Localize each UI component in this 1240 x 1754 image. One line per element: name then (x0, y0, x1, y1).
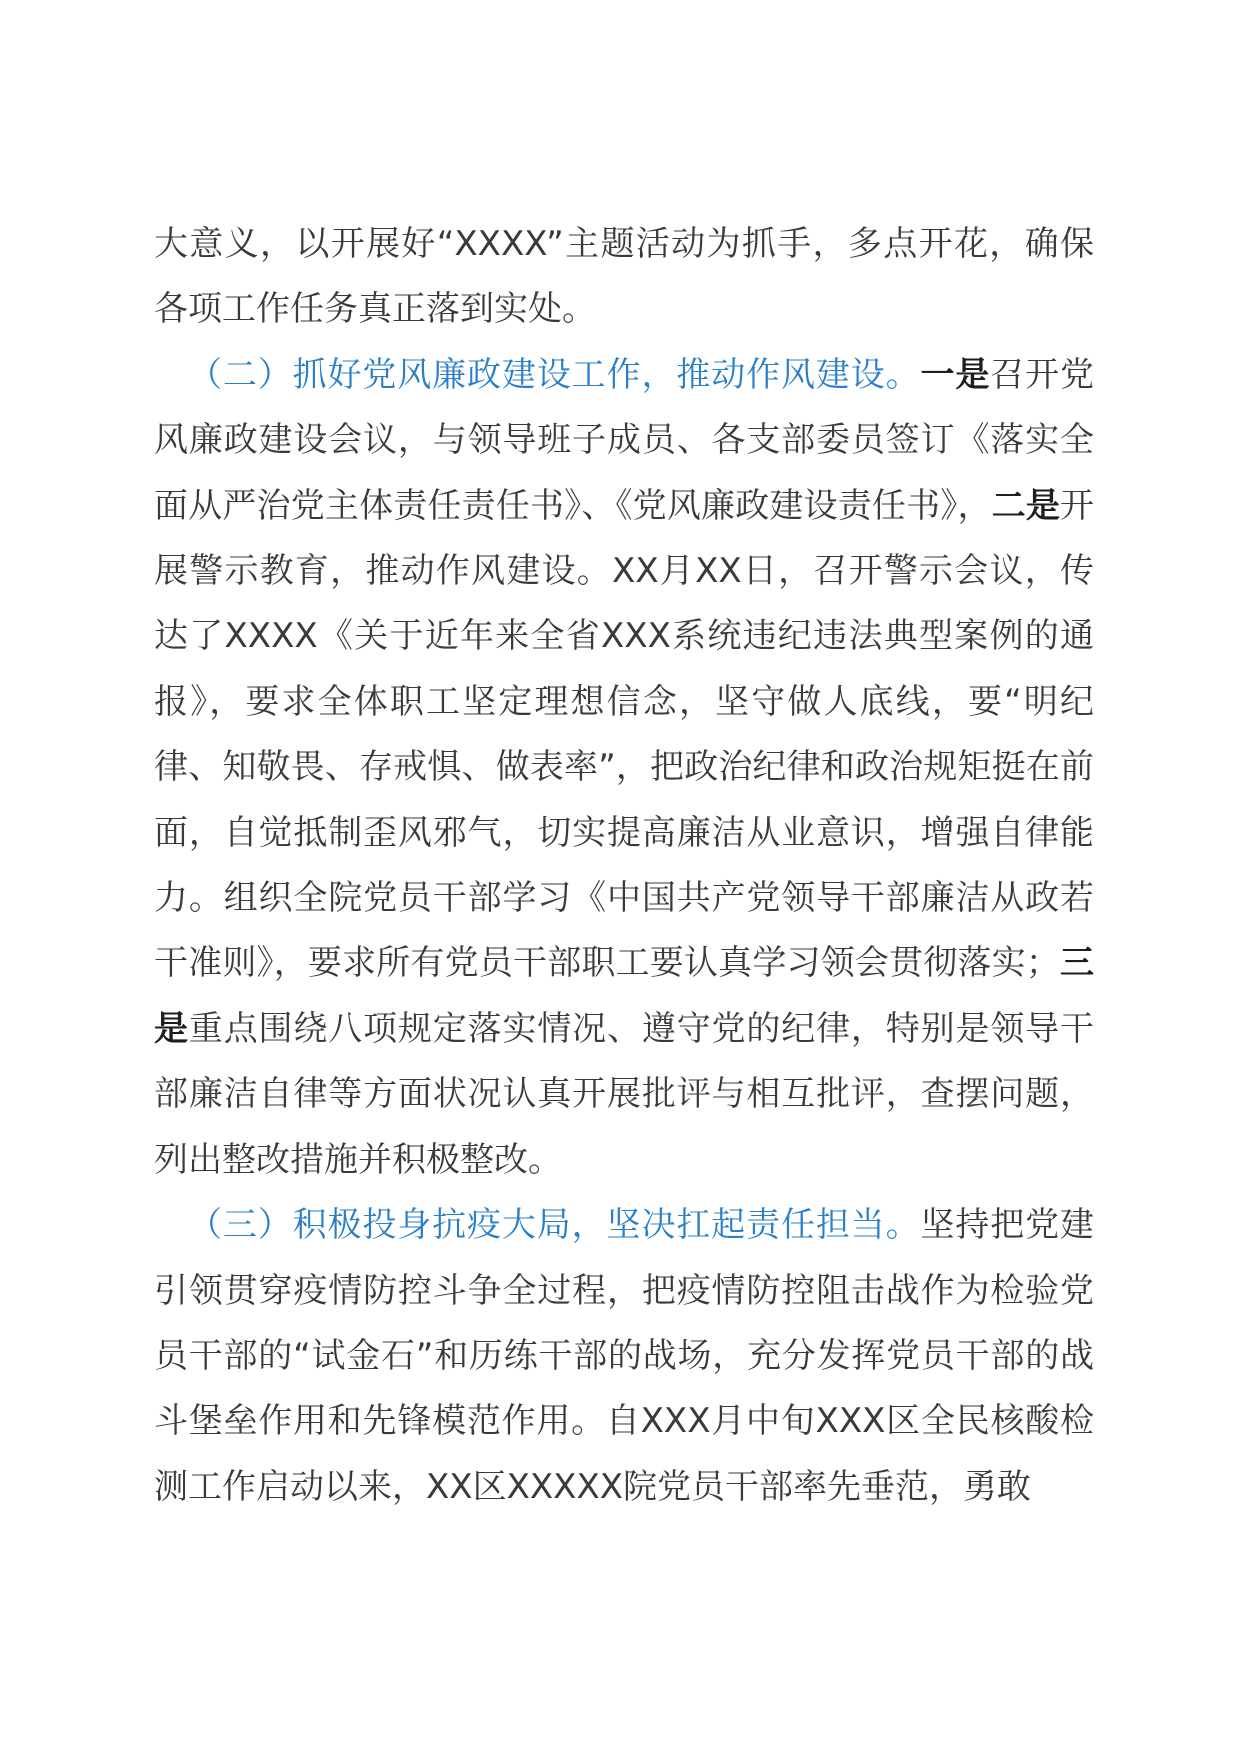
paragraph-text: 大意义，以开展好“XXXX”主题活动为抓手，多点开花，确保各项工作任务真正落到实处。 (154, 224, 1094, 330)
paragraph-intro-continuation (154, 212, 1094, 343)
section-three-heading: （三）积极投身抗疫大局，坚决扛起责任担当。 (188, 1205, 921, 1246)
paragraph-section-three (154, 1193, 1094, 1520)
paragraph-section-two (154, 343, 1094, 1193)
document-body (154, 212, 1094, 1520)
item-two-text: 开展警示教育，推动作风建设。XX月XX日，召开警示会议，传达了XXXX《关于近年来全省XXX系统违纪违法典型案例的通报》，要求全体职工坚定理想信念，坚守做人底线，要“明纪律、知敬畏、存戒惧、做表率”，把政治纪律和政治规矩挺在前面，自觉抵制歪风邪气，切实提高廉洁从业意识，增强自律能力。组织全院党员干部学习《中国共产党领导干部廉洁从政若干准则》，要求所有党员干部职工要认真学习领会贯彻落实； (154, 485, 1094, 984)
item-one-text: 召开党风廉政建设会议，与领导班子成员、各支部委员签订《落实全面从严治党主体责任责任书》、《党风廉政建设责任书》， (154, 354, 1095, 526)
section-three-text: 坚持把党建引领贯穿疫情防控斗争全过程，把疫情防控阻击战作为检验党员干部的“试金石”和历练干部的战场，充分发挥党员干部的战斗堡垒作用和先锋模范作用。自XXX月中旬XXX区全民核酸检测工作启动以来，XX区XXXXX院党员干部率先垂范，勇敢 (154, 1205, 1095, 1507)
section-two-heading: （二）抓好党风廉政建设工作，推动作风建设。 (188, 354, 921, 395)
item-three-lead: 三是 (154, 943, 1095, 1049)
item-three-text: 重点围绕八项规定落实情况、遵守党的纪律，特别是领导干部廉洁自律等方面状况认真开展批评与相互批评，查摆问题，列出整改措施并积极整改。 (154, 1008, 1095, 1180)
item-one-lead: 一是 (920, 354, 991, 395)
item-two-lead: 二是 (991, 485, 1060, 526)
